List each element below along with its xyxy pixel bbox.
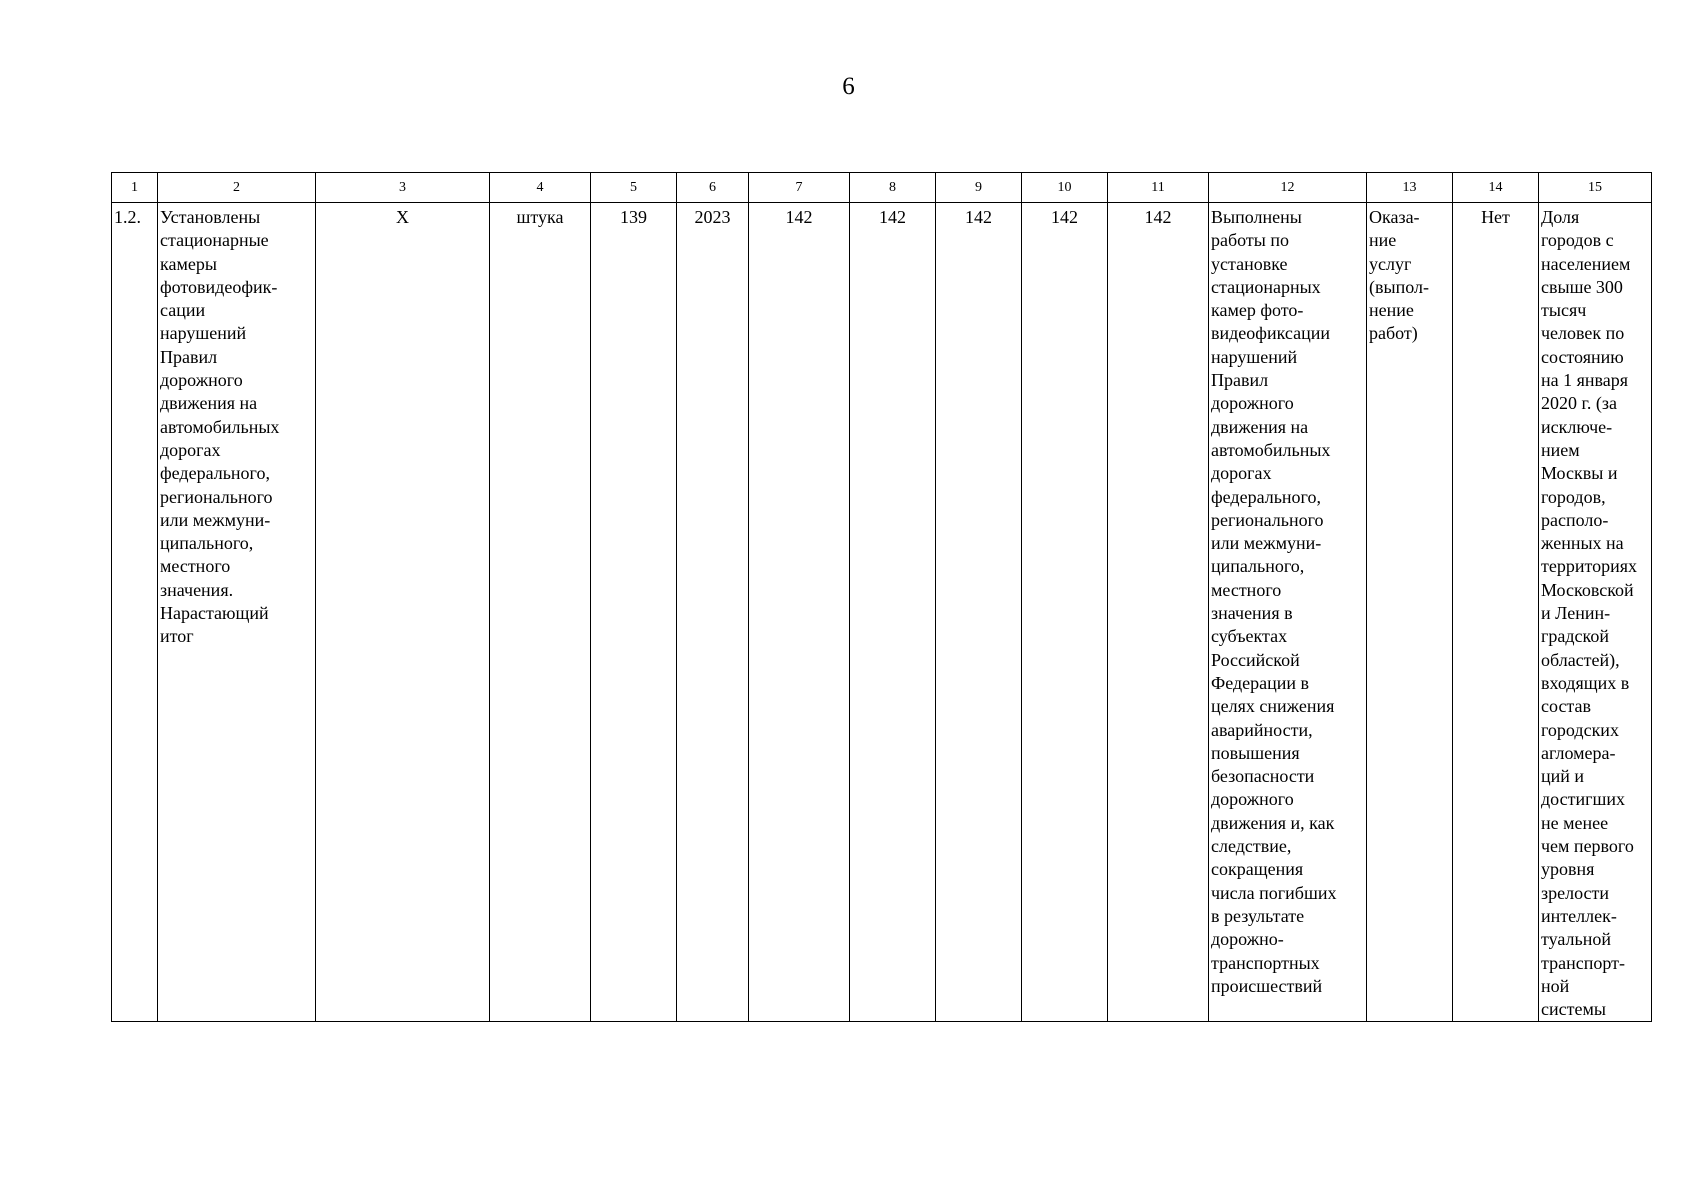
column-number-14: 14: [1453, 173, 1539, 203]
column-number-5: 5: [591, 173, 677, 203]
column-number-8: 8: [850, 173, 936, 203]
value-col10-cell: 142: [1022, 203, 1108, 1022]
page-number: 6: [842, 73, 855, 100]
value-col7-cell: 142: [749, 203, 850, 1022]
column-number-7: 7: [749, 173, 850, 203]
column-number-row: [112, 173, 1652, 203]
row-number-cell: 1.2.: [112, 203, 158, 1022]
column-number-15: 15: [1539, 173, 1652, 203]
col14-cell: Нет: [1453, 203, 1539, 1022]
base-value-cell: 139: [591, 203, 677, 1022]
column-number-3: 3: [316, 173, 490, 203]
result-type-cell: Оказа- ние услуг (выпол- нение работ): [1367, 203, 1453, 1022]
column-number-12: 12: [1209, 173, 1367, 203]
column-number-10: 10: [1022, 173, 1108, 203]
column-number-2: 2: [158, 173, 316, 203]
col3-cell: Х: [316, 203, 490, 1022]
table-row: [112, 203, 1652, 1022]
result-name-cell: Установлены стационарные камеры фотовидеофик- сации нарушений Правил дорожного движения на автомобильных дорогах федерального, регионального или межмуни- ципального, местного значения. Нарастающий итог: [158, 203, 316, 1022]
unit-cell: штука: [490, 203, 591, 1022]
description-cell: Выполнены работы по установке стационарных камер фото- видеофиксации нарушений Правил дорожного движения на автомобильных дорогах федерального, регионального или межмуни- ципального, местного значения в субъектах Российской Федерации в целях снижения аварийности, повышения безопасности дорожного движения и, как следствие, сокращения числа погибших в результате дорожно- транспортных происшествий: [1209, 203, 1367, 1022]
year-cell: 2023: [677, 203, 749, 1022]
column-number-4: 4: [490, 173, 591, 203]
column-number-9: 9: [936, 173, 1022, 203]
column-number-11: 11: [1108, 173, 1209, 203]
column-number-1: 1: [112, 173, 158, 203]
column-number-13: 13: [1367, 173, 1453, 203]
value-col8-cell: 142: [850, 203, 936, 1022]
indicator-cell: Доля городов с населением свыше 300 тысяч человек по состоянию на 1 января 2020 г. (за исключе- нием Москвы и городов, располо- женных на территориях Московской и Ленин- градской областей), входящих в состав городских агломера- ций и достигших не менее чем первого уровня зрелости интеллек- туальной транспорт- ной системы: [1539, 203, 1652, 1022]
column-number-6: 6: [677, 173, 749, 203]
document-table: [111, 172, 1652, 1022]
value-col11-cell: 142: [1108, 203, 1209, 1022]
value-col9-cell: 142: [936, 203, 1022, 1022]
